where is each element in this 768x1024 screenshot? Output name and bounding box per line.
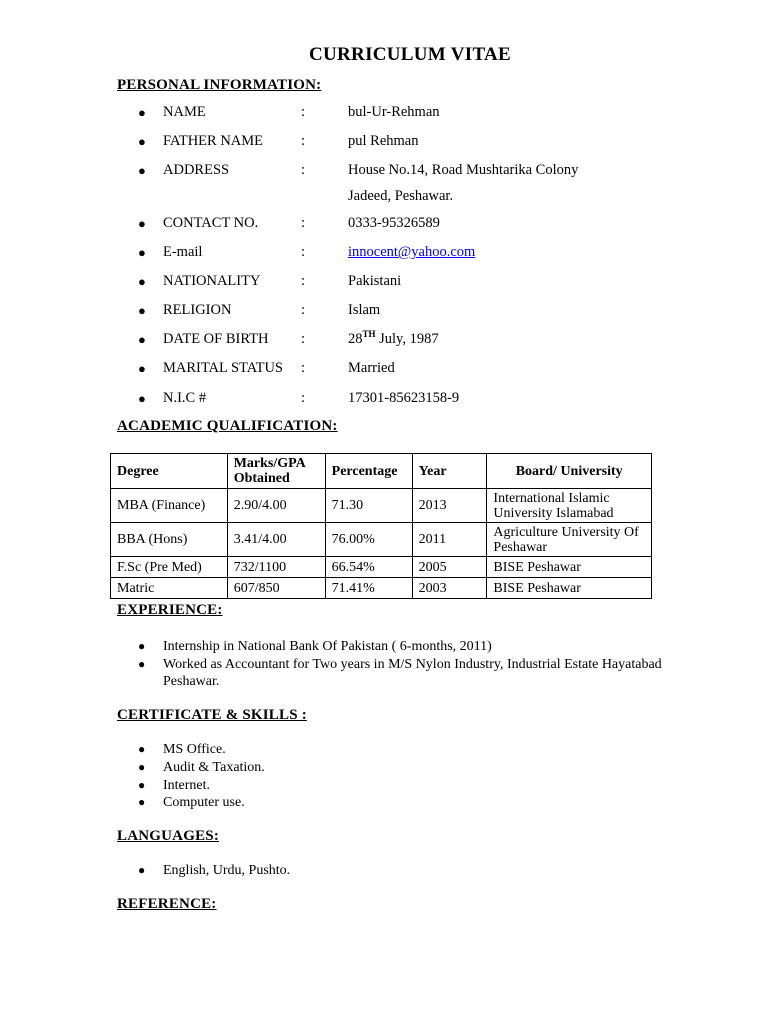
table-cell: Matric xyxy=(111,578,228,599)
table-cell: International Islamic University Islamabad xyxy=(487,489,652,523)
table-header: Degree xyxy=(111,454,228,489)
info-colon: : xyxy=(301,215,306,231)
table-header-row xyxy=(111,454,652,489)
bullet-icon: ● xyxy=(138,303,146,318)
info-label: MARITAL STATUS xyxy=(163,360,283,376)
info-colon: : xyxy=(301,162,306,178)
info-colon: : xyxy=(301,273,306,289)
dob-day: 28 xyxy=(348,331,363,347)
table-cell: BISE Peshawar xyxy=(487,557,652,578)
info-label: NAME xyxy=(163,104,206,120)
table-cell: 2003 xyxy=(412,578,487,599)
bullet-icon: ● xyxy=(138,742,146,756)
bullet-icon: ● xyxy=(138,361,146,376)
table-cell: 2011 xyxy=(412,523,487,557)
bullet-icon: ● xyxy=(138,245,146,260)
table-cell: 66.54% xyxy=(325,557,412,578)
bullet-icon: ● xyxy=(138,332,146,347)
table-cell: 71.30 xyxy=(325,489,412,523)
info-value: 17301-85623158-9 xyxy=(348,390,460,406)
bullet-icon: ● xyxy=(138,778,146,792)
bullet-icon: ● xyxy=(138,795,146,809)
academic-table xyxy=(110,453,652,599)
bullet-icon: ● xyxy=(138,639,146,653)
info-colon: : xyxy=(301,331,306,347)
table-cell: 2.90/4.00 xyxy=(227,489,325,523)
info-value: Pakistani xyxy=(348,273,402,289)
bullet-icon: ● xyxy=(138,760,146,774)
dob-rest: July, 1987 xyxy=(375,331,439,347)
info-label: CONTACT NO. xyxy=(163,215,259,231)
page-title: CURRICULUM VITAE xyxy=(308,44,512,65)
list-item: MS Office. xyxy=(163,742,226,757)
personal-info-heading: PERSONAL INFORMATION: xyxy=(117,77,322,93)
info-value xyxy=(348,331,439,348)
table-cell: 76.00% xyxy=(325,523,412,557)
academic-heading: ACADEMIC QUALIFICATION: xyxy=(117,418,338,434)
experience-heading: EXPERIENCE: xyxy=(117,602,223,618)
list-item: English, Urdu, Pushto. xyxy=(163,863,291,878)
table-cell: 3.41/4.00 xyxy=(227,523,325,557)
info-label: ADDRESS xyxy=(163,162,230,178)
table-cell: F.Sc (Pre Med) xyxy=(111,557,228,578)
email-link[interactable]: innocent@yahoo.com xyxy=(348,244,476,260)
bullet-icon: ● xyxy=(138,863,146,877)
info-colon: : xyxy=(301,360,306,376)
info-label: DATE OF BIRTH xyxy=(163,331,269,347)
info-value: Married xyxy=(348,360,395,376)
info-colon: : xyxy=(301,244,306,260)
info-label: NATIONALITY xyxy=(163,273,261,289)
table-row xyxy=(111,523,652,557)
skills-heading: CERTIFICATE & SKILLS : xyxy=(117,707,307,723)
table-cell: Agriculture University Of Peshawar xyxy=(487,523,652,557)
table-row xyxy=(111,557,652,578)
table-cell: 607/850 xyxy=(227,578,325,599)
address-line-2: Jadeed, Peshawar. xyxy=(348,188,454,204)
info-colon: : xyxy=(301,302,306,318)
info-label: RELIGION xyxy=(163,302,232,318)
info-value: bul-Ur-Rehman xyxy=(348,104,440,120)
list-item: Audit & Taxation. xyxy=(163,760,265,775)
bullet-icon: ● xyxy=(138,134,146,149)
info-value: House No.14, Road Mushtarika Colony xyxy=(348,162,579,178)
info-label: FATHER NAME xyxy=(163,133,264,149)
info-value: Islam xyxy=(348,302,381,318)
bullet-icon: ● xyxy=(138,216,146,231)
info-colon: : xyxy=(301,390,306,406)
bullet-icon: ● xyxy=(138,391,146,406)
bullet-icon: ● xyxy=(138,163,146,178)
reference-heading: REFERENCE: xyxy=(117,896,217,912)
table-cell: MBA (Finance) xyxy=(111,489,228,523)
info-value: 0333-95326589 xyxy=(348,215,440,231)
list-item: Worked as Accountant for Two years in M/S Nylon Industry, Industrial Estate Hayatabad Peshawar. xyxy=(163,657,662,689)
bullet-icon: ● xyxy=(138,105,146,120)
info-label: N.I.C # xyxy=(163,390,207,406)
table-header: Marks/GPA Obtained xyxy=(227,454,325,489)
table-row xyxy=(111,489,652,523)
info-colon: : xyxy=(301,104,306,120)
info-value: pul Rehman xyxy=(348,133,419,149)
table-header: Board/ University xyxy=(487,454,652,489)
dob-suffix: TH xyxy=(362,329,376,340)
bullet-icon: ● xyxy=(138,274,146,289)
languages-heading: LANGUAGES: xyxy=(117,828,220,844)
table-header: Year xyxy=(412,454,487,489)
list-item: Computer use. xyxy=(163,795,245,810)
table-cell: BISE Peshawar xyxy=(487,578,652,599)
table-cell: 2013 xyxy=(412,489,487,523)
table-cell: BBA (Hons) xyxy=(111,523,228,557)
list-item: Internship in National Bank Of Pakistan ( 6-months, 2011) xyxy=(163,639,492,654)
info-colon: : xyxy=(301,133,306,149)
list-item: Internet. xyxy=(163,778,211,793)
table-row xyxy=(111,578,652,599)
info-label: E-mail xyxy=(163,244,203,260)
table-cell: 2005 xyxy=(412,557,487,578)
bullet-icon: ● xyxy=(138,657,146,671)
table-cell: 71.41% xyxy=(325,578,412,599)
table-header: Percentage xyxy=(325,454,412,489)
table-cell: 732/1100 xyxy=(227,557,325,578)
